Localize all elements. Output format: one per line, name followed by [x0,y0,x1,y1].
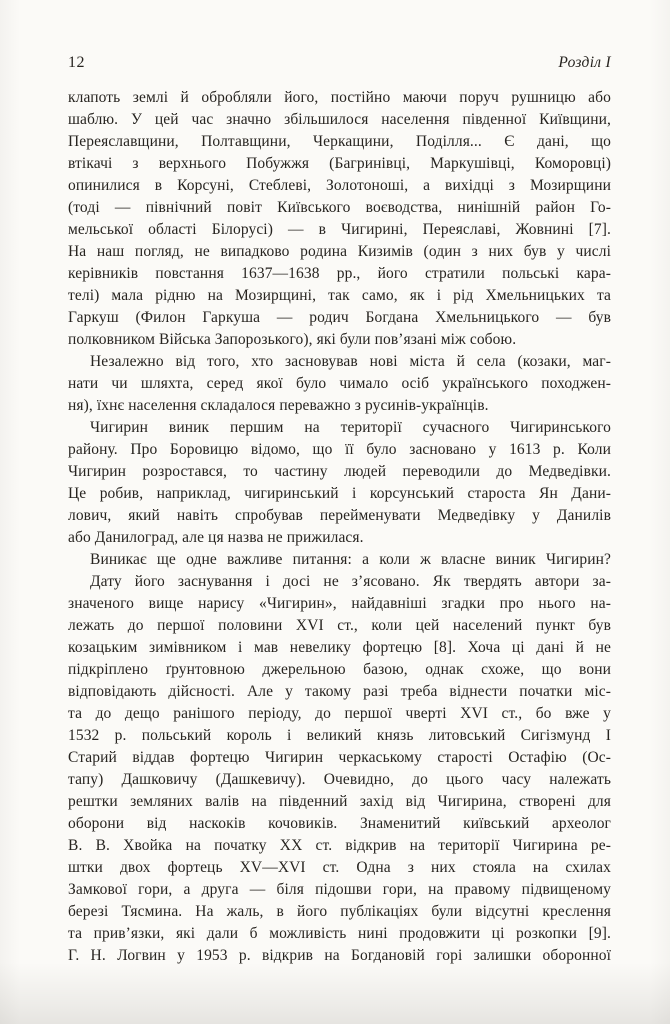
text-line: штки двох фортець XV—XVI ст. Одна з них стояла на схилах [68,859,611,876]
text-line: тапу) Дашковичу (Дашкевичу). Очевидно, до цього часу належать [68,771,611,788]
text-line: Гаркуш (Филон Гаркуша — родич Богдана Хмельницького — був [68,309,611,326]
text-line: лович, який навіть спробував перейменувати Медведівку у Данилів [68,507,611,524]
text-line: Це робив, наприклад, чигиринський і корсунський староста Ян Дани- [68,485,611,502]
page-number: 12 [68,54,85,71]
text-line: березі Тясмина. На жаль, в його публікаціях були відсутні креслення [68,903,611,920]
text-line: (тоді — північний повіт Київського воєводства, нинішній район Го- [68,199,611,216]
text-line: Переяславщини, Полтавщини, Черкащини, Поділля... Є дані, що [68,133,611,150]
text-line: відповідають дійсності. Але у такому разі треба віднести початки міс- [68,683,611,700]
text-line: керівників повстання 1637—1638 рр., його стратили польські кара- [68,265,611,282]
page-content [68,54,611,967]
text-line: Виникає ще одне важливе питання: а коли ж власне виник Чигирин? [90,551,611,568]
text-line: рештки земляних валів на південний захід від Чигирина, створені для [68,793,611,810]
text-line: козацьким зимівником і мав невелику фортецю [8]. Хоча ці дані й не [68,639,611,656]
text-line: оборони від наскоків кочовиків. Знаменитий київський археолог [68,815,611,832]
text-line: опинилися в Корсуні, Стеблеві, Золотоноші, а вихідці з Мозирщини [68,177,611,194]
text-line: значеного вище нарису «Чигирин», найдавніші згадки про нього на- [68,595,611,612]
text-line: нати чи шляхта, серед якої було чимало осіб українського походжен- [68,375,611,392]
text-line: Г. Н. Логвин у 1953 р. відкрив на Богдановій горі залишки оборонної [68,947,611,964]
text-line: району. Про Боровицю відомо, що її було засновано у 1613 р. Коли [68,441,611,458]
text-line: Старий віддав фортецю Чигирин черкаському старості Остафію (Ос- [68,749,611,766]
text-line: Чигирин розростався, то частину людей переводили до Медведівки. [68,463,611,480]
text-line: лежать до першої половини XVI ст., коли цей населений пункт був [68,617,611,634]
text-line: або Данилоград, але ця назва не прижилася. [68,529,364,546]
text-line: клапоть землі й обробляли його, постійно маючи поруч рушницю або [68,89,611,106]
text-line: ня), їхнє населення складалося переважно з русинів-українців. [68,397,489,414]
text-line: підкріплено ґрунтовною джерельною базою, однак схоже, що вони [68,661,611,678]
text-line: В. В. Хвойка на початку XX ст. відкрив на території Чигирина ре- [68,837,611,854]
text-line: На наш погляд, не випадково родина Кизимів (один з них був у числі [68,243,611,260]
text-line: шаблю. У цей час значно збільшилося населення південної Київщини, [68,111,611,128]
text-line: Незалежно від того, хто засновував нові міста й села (козаки, маг- [90,353,611,370]
text-line: телі) мала рідню на Мозирщині, так само, як і рід Хмельницьких та [68,287,611,304]
text-line: Чигирин виник першим на території сучасного Чигиринського [90,419,611,436]
body-text [68,87,611,967]
text-line: мельської області Білорусі) — в Чигирині, Переяславі, Жовнині [7]. [68,221,611,238]
text-line: втікачі з верхнього Побужжя (Багринівці, Маркушівці, Коморовці) [68,155,611,172]
running-head-chapter: Розділ I [558,54,611,71]
text-line: та до дещо ранішого періоду, до першої чверті XVI ст., бо вже у [68,705,611,722]
text-line: Дату його заснування і досі не з’ясовано. Як твердять автори за- [90,573,611,590]
text-line: Замкової гори, а друга — біля підошви гори, на правому підвищеному [68,881,611,898]
text-line: полковником Війська Запорозького), які були пов’язані між собою. [68,331,517,348]
text-line: 1532 р. польський король і великий князь литовський Сигізмунд I [68,727,611,744]
running-head [68,54,611,76]
text-line: та прив’язки, які дали б можливість нині продовжити ці розкопки [9]. [68,925,611,942]
